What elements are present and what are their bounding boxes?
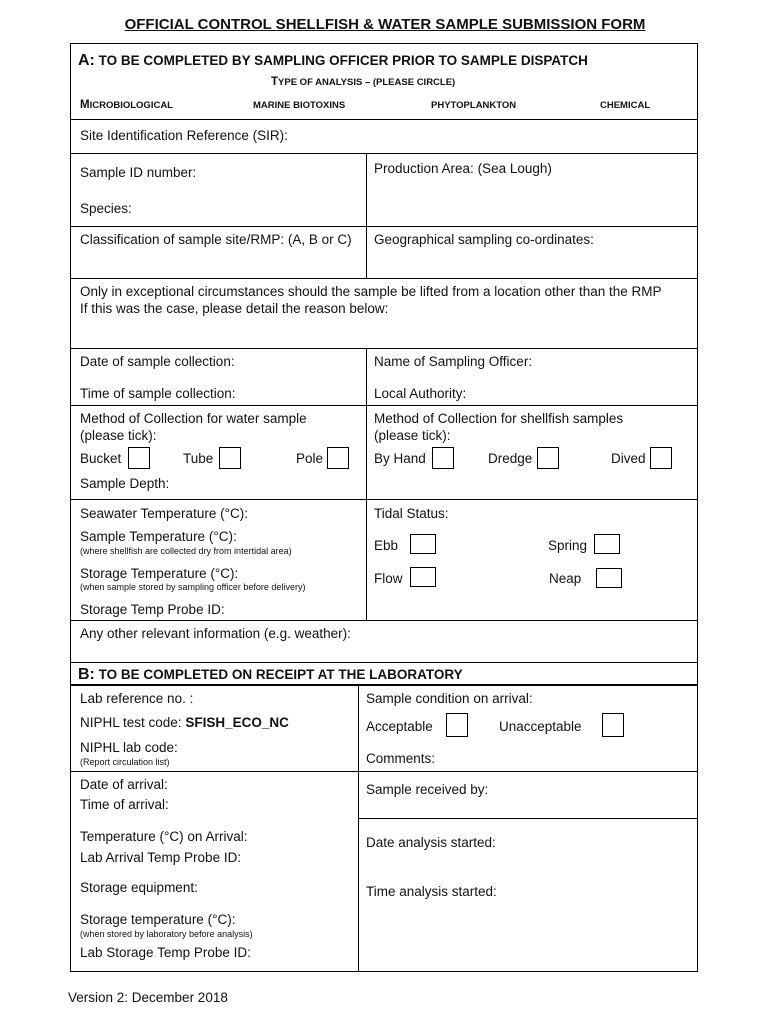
date-analysis-field[interactable]: Date analysis started: (366, 835, 496, 850)
time-arrival-field[interactable]: Time of arrival: (80, 797, 169, 812)
niphl-test-code: NIPHL test code: SFISH_ECO_NC (80, 715, 289, 730)
sample-temp-field[interactable]: Sample Temperature (°C): (80, 529, 237, 544)
officer-name-field[interactable]: Name of Sampling Officer: (374, 354, 533, 369)
tube-label: Tube (183, 451, 214, 466)
temp-arrival-field[interactable]: Temperature (°C) on Arrival: (80, 829, 248, 844)
site-id-field[interactable]: Site Identification Reference (SIR): (80, 128, 288, 143)
lab-arrival-probe-field[interactable]: Lab Arrival Temp Probe ID: (80, 850, 242, 865)
exceptional-note: Only in exceptional circumstances should the sample be lifted from a location other than the RMP (80, 284, 662, 299)
analysis-type-heading: TYPE OF ANALYSIS – (PLEASE CIRCLE) (271, 76, 456, 88)
analysis-microbiological[interactable]: MICROBIOLOGICAL (80, 99, 173, 111)
pole-label: Pole (296, 451, 324, 466)
comments-field[interactable]: Comments: (366, 751, 436, 766)
shellfish-method-tick-label: (please tick): (374, 428, 451, 443)
analysis-phytoplankton[interactable]: PHYTOPLANKTON (431, 100, 517, 111)
section-b-heading: B: TO BE COMPLETED ON RECEIPT AT THE LABORATORY (78, 666, 463, 683)
flow-label: Flow (374, 571, 403, 586)
water-method-label: Method of Collection for water sample (80, 411, 307, 426)
seawater-temp-field[interactable]: Seawater Temperature (°C): (80, 506, 248, 521)
shellfish-method-label: Method of Collection for shellfish samples (374, 411, 624, 426)
lab-storage-probe-field[interactable]: Lab Storage Temp Probe ID: (80, 945, 251, 960)
storage-equipment-field[interactable]: Storage equipment: (80, 880, 198, 895)
tube-checkbox[interactable] (219, 447, 241, 469)
section-a-heading: A: TO BE COMPLETED BY SAMPLING OFFICER PRIOR TO SAMPLE DISPATCH (78, 52, 588, 69)
exceptional-reason-field[interactable]: If this was the case, please detail the reason below: (80, 301, 389, 316)
acceptable-label: Acceptable (366, 719, 433, 734)
by-hand-label: By Hand (374, 451, 426, 466)
form-title: OFFICIAL CONTROL SHELLFISH & WATER SAMPLE SUBMISSION FORM (124, 16, 646, 33)
storage-probe-field[interactable]: Storage Temp Probe ID: (80, 602, 225, 617)
lab-reference-field[interactable]: Lab reference no. : (80, 691, 194, 706)
storage-temperature-note: (when stored by laboratory before analysis) (80, 929, 253, 939)
storage-temperature-field[interactable]: Storage temperature (°C): (80, 912, 236, 927)
unacceptable-label: Unacceptable (499, 719, 582, 734)
production-area-field[interactable]: Production Area: (Sea Lough) (374, 161, 552, 176)
time-analysis-field[interactable]: Time analysis started: (366, 884, 497, 899)
water-method-tick-label: (please tick): (80, 428, 157, 443)
sample-temp-note: (where shellfish are collected dry from intertidal area) (80, 546, 292, 556)
geo-coordinates-field[interactable]: Geographical sampling co-ordinates: (374, 232, 594, 247)
bucket-checkbox[interactable] (128, 447, 150, 469)
local-authority-field[interactable]: Local Authority: (374, 386, 467, 401)
sample-depth-field[interactable]: Sample Depth: (80, 476, 170, 491)
pole-checkbox[interactable] (327, 447, 349, 469)
niphl-lab-code-note: (Report circulation list) (80, 757, 170, 767)
analysis-marine-biotoxins[interactable]: MARINE BIOTOXINS (253, 100, 346, 111)
sample-condition-label: Sample condition on arrival: (366, 691, 533, 706)
niphl-lab-code-field[interactable]: NIPHL lab code: (80, 740, 178, 755)
storage-temp-note: (when sample stored by sampling officer before delivery) (80, 582, 306, 592)
other-info-field[interactable]: Any other relevant information (e.g. weather): (80, 626, 351, 641)
analysis-chemical[interactable]: CHEMICAL (600, 100, 651, 111)
bucket-label: Bucket (80, 451, 122, 466)
flow-checkbox[interactable] (410, 567, 436, 587)
by-hand-checkbox[interactable] (432, 447, 454, 469)
ebb-label: Ebb (374, 538, 399, 553)
sample-id-field[interactable]: Sample ID number: (80, 165, 197, 180)
neap-label: Neap (549, 571, 582, 586)
classification-field[interactable]: Classification of sample site/RMP: (A, B or C) (80, 232, 352, 247)
version-footer: Version 2: December 2018 (68, 990, 228, 1005)
dived-checkbox[interactable] (650, 447, 672, 469)
acceptable-checkbox[interactable] (446, 713, 468, 737)
neap-checkbox[interactable] (596, 568, 622, 588)
tidal-status-label: Tidal Status: (374, 506, 449, 521)
time-collection-field[interactable]: Time of sample collection: (80, 386, 236, 401)
spring-checkbox[interactable] (594, 534, 620, 554)
unacceptable-checkbox[interactable] (602, 713, 624, 737)
date-collection-field[interactable]: Date of sample collection: (80, 354, 235, 369)
ebb-checkbox[interactable] (410, 534, 436, 554)
dredge-label: Dredge (488, 451, 533, 466)
dived-label: Dived (611, 451, 646, 466)
species-field[interactable]: Species: (80, 201, 132, 216)
storage-temp-field[interactable]: Storage Temperature (°C): (80, 566, 239, 581)
date-arrival-field[interactable]: Date of arrival: (80, 777, 168, 792)
dredge-checkbox[interactable] (537, 447, 559, 469)
spring-label: Spring (548, 538, 588, 553)
received-by-field[interactable]: Sample received by: (366, 782, 489, 797)
